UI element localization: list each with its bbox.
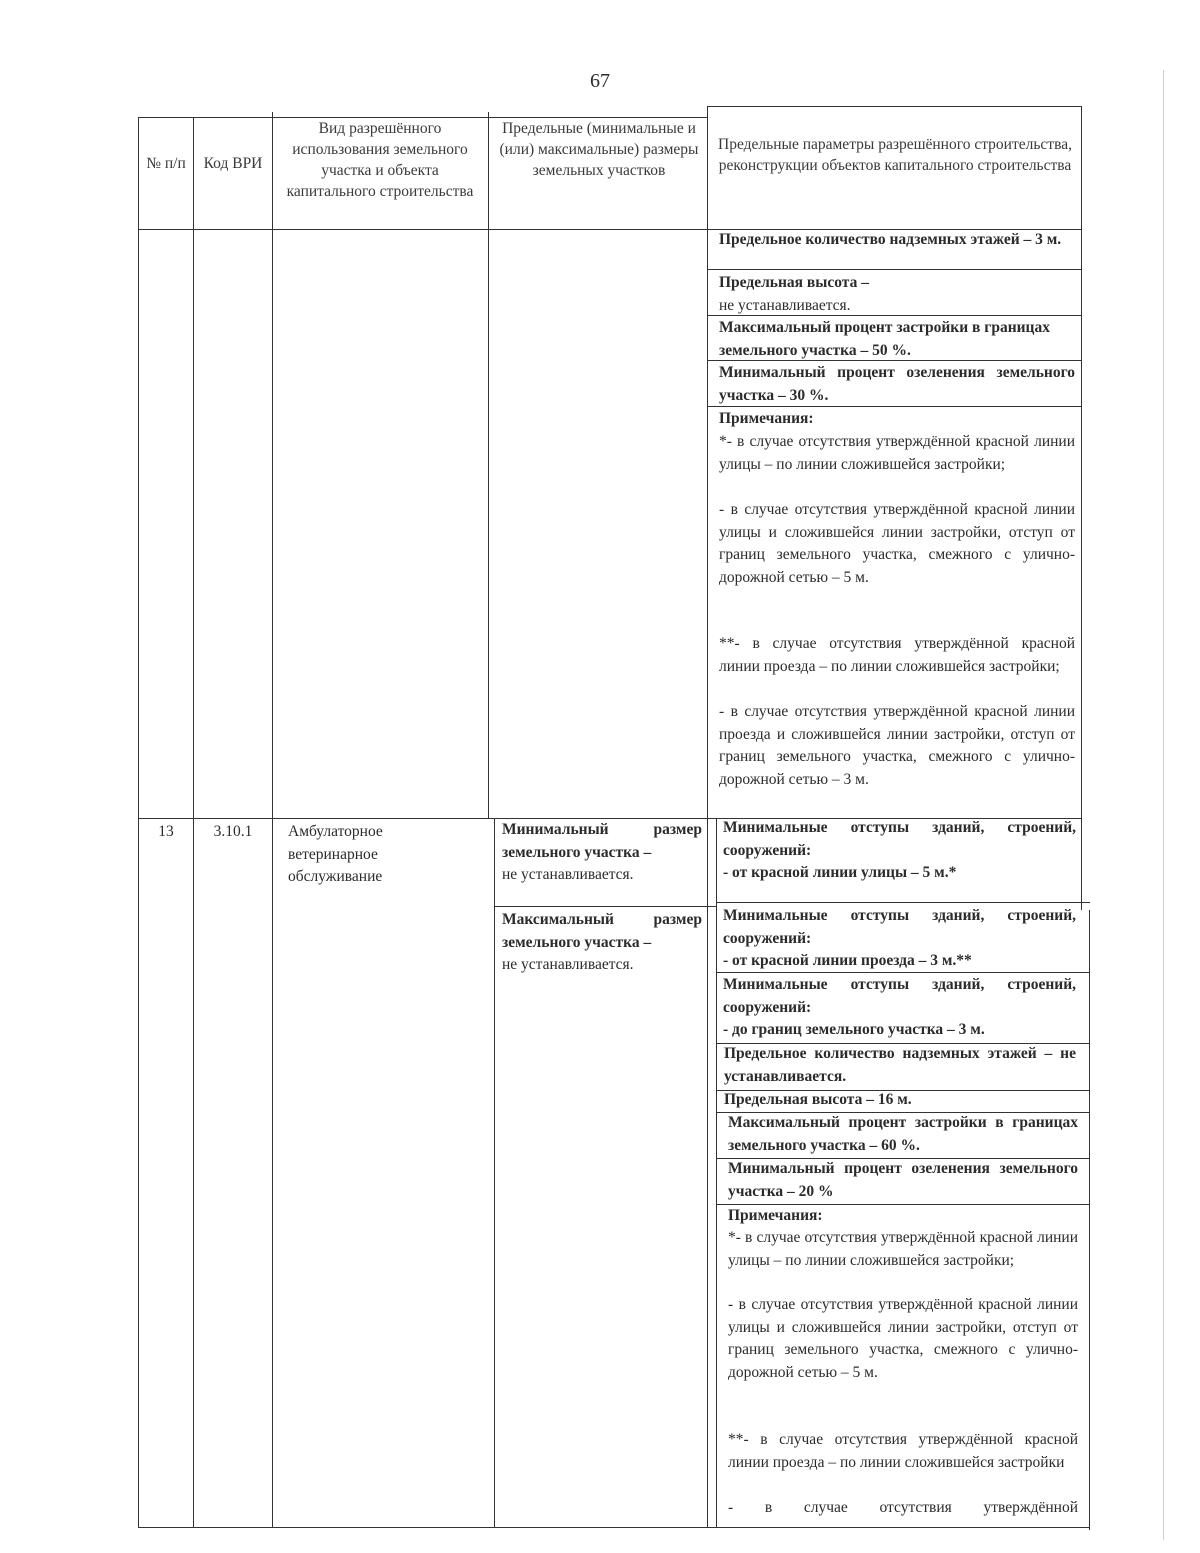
row13-note-2: - в случае отсутствия утверждённой красной линии улицы и сложившейся линии застройки, отступ от границ земельного участка, смежного с улично-дорожной сетью – 5 м. bbox=[728, 1296, 1078, 1381]
row13-min-size bbox=[502, 819, 702, 887]
row13-p2-value: - от красной линии проезда – 3 м.** bbox=[723, 952, 972, 969]
row13-min-size-value: не устанавливается. bbox=[502, 866, 634, 883]
row13-height: Предельная высота – 16 м. bbox=[724, 1091, 912, 1108]
row13-max-size bbox=[502, 909, 702, 977]
header-vri: Вид разрешённого использования земельного участка и объекта капитального строительства bbox=[286, 120, 474, 200]
row13-param-1 bbox=[723, 817, 1076, 885]
row13-p1-title: Минимальные отступы зданий, строений, сооружений: bbox=[723, 819, 1076, 859]
row13-note-3: **- в случае отсутствия утверждённой красной линии проезда – по линии сложившейся застройки bbox=[728, 1431, 1078, 1471]
row13-floors: Предельное количество надземных этажей – не устанавливается. bbox=[724, 1045, 1076, 1085]
header-num: № п/п bbox=[146, 155, 186, 172]
row13-p1-value: - от красной линии улицы – 5 м.* bbox=[723, 864, 957, 881]
cont-floors: Предельное количество надземных этажей – 3 м. bbox=[719, 231, 1062, 248]
row13-note-1: *- в случае отсутствия утверждённой красной линии улицы – по линии сложившейся застройки; bbox=[728, 1229, 1078, 1269]
row13-param-3 bbox=[723, 974, 1076, 1042]
row13-coverage: Максимальный процент застройки в границах земельного участка – 60 %. bbox=[728, 1114, 1078, 1154]
header-params: Предельные параметры разрешённого строительства, реконструкции объектов капитального строительства bbox=[718, 136, 1072, 174]
row13-max-size-label: Максимальный размер земельного участка – bbox=[502, 911, 702, 951]
row13-p2-title: Минимальные отступы зданий, строений, сооружений: bbox=[723, 907, 1076, 947]
cont-height-value: не устанавливается. bbox=[719, 296, 851, 314]
row13-min-size-label: Минимальный размер земельного участка – bbox=[502, 821, 702, 861]
cont-note-4: - в случае отсутствия утверждённой красной линии проезда и сложившейся линии застройки, отступ от границ земельного участка, смежного с улично-дорожной сетью – 3 м. bbox=[719, 703, 1075, 788]
row13-notes-title: Примечания: bbox=[728, 1207, 823, 1224]
header-sizes: Предельные (минимальные и (или) максимальные) размеры земельных участков bbox=[499, 120, 699, 179]
cont-note-3: **- в случае отсутствия утверждённой красной линии проезда – по линии сложившейся застройки; bbox=[719, 635, 1075, 675]
row13-code: 3.10.1 bbox=[213, 823, 253, 840]
row13-name: Амбулаторное ветеринарное обслуживание bbox=[288, 823, 383, 885]
row13-p3-title: Минимальные отступы зданий, строений, сооружений: bbox=[723, 976, 1076, 1016]
header-code: Код ВРИ bbox=[203, 155, 263, 172]
row13-param-2 bbox=[723, 905, 1076, 973]
row13-note-4: - в случае отсутствия утверждённой bbox=[728, 1499, 1078, 1516]
row13-num: 13 bbox=[158, 823, 174, 840]
page-number: 67 bbox=[590, 70, 610, 92]
cont-greening: Минимальный процент озеленения земельного участка – 30 %. bbox=[719, 364, 1075, 404]
row13-p3-value: - до границ земельного участка – 3 м. bbox=[723, 1021, 985, 1038]
cont-note-2: - в случае отсутствия утверждённой красной линии улицы и сложившейся линии застройки, отступ от границ земельного участка, смежного с улично-дорожной сетью – 5 м. bbox=[719, 501, 1075, 586]
row13-greening: Минимальный процент озеленения земельного участка – 20 % bbox=[728, 1160, 1078, 1200]
cont-height bbox=[719, 272, 1075, 317]
row13-max-size-value: не устанавливается. bbox=[502, 956, 634, 973]
cont-notes-title: Примечания: bbox=[719, 410, 814, 427]
scan-edge bbox=[1163, 70, 1164, 1540]
cont-height-label: Предельная высота – bbox=[719, 274, 869, 291]
cont-coverage: Максимальный процент застройки в границах земельного участка – 50 %. bbox=[719, 319, 1050, 359]
cont-note-1: *- в случае отсутствия утверждённой красной линии улицы – по линии сложившейся застройки; bbox=[719, 433, 1075, 473]
